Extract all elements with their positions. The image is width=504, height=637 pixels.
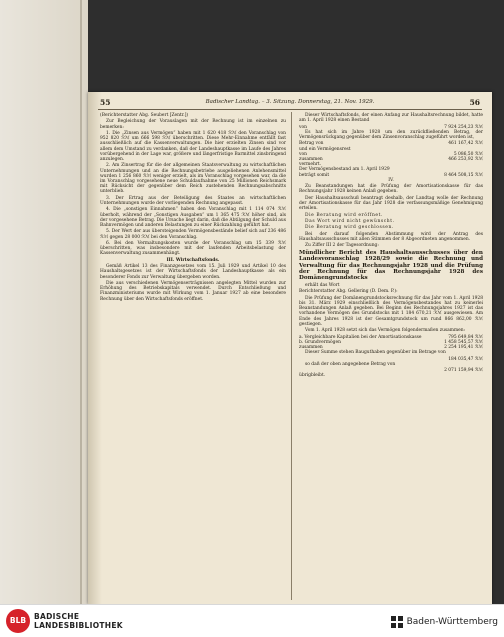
paragraph: Die Prüfung der Domänengrundstocksrechnung für das Jahr vom 1. April 1928 bis 31. März 1929 einschließlich des Vermögensbestandes hat zu keinerlei Beanstandungen Anlaß gegeben. Bei Beginn des Rechnungsjahres 1927 ist das vorhandene Vermögen des Grundstocks mit 1 184 670,21 ℛℳ ausgewiesen. Am Ende des Jahres 1928 ist der Gesamtgrundstock um rund 866 862,00 ℛℳ gestiegen.	[299, 295, 483, 327]
paragraph: 3. Der Ertrag aus der Beteiligung des Staates an wirtschaftlichen Unternehmungen wurde der vorliegenden Rechnung angepasst.	[100, 195, 286, 206]
speaker-line: (Berichterstatter Abg. Seubert [Zentr.])	[100, 113, 189, 118]
paragraph: Dieser Wirtschaftsfonds, der einen Anfang zur Haushaltsrechnung bildet, hatte am 1. April 1928 einen Bestand	[299, 113, 483, 124]
paragraph: Vom 1. April 1928 setzt sich das Vermögen folgendermaßen zusammen:	[305, 328, 466, 334]
header-rule	[98, 109, 482, 110]
paragraph: Zur Begleichung der Vorauslagen mit der Rechnung ist im einzelnen zu bemerken:	[100, 119, 286, 130]
amount-row: beträgt somit 8 464 508,15 ℛℳ	[299, 172, 483, 178]
running-header	[98, 98, 482, 108]
amount-row: und ein Vermögensrest	[299, 146, 351, 152]
library-name[interactable]: BADISCHE LANDESBIBLIOTHEK	[34, 612, 123, 630]
scanned-page	[88, 92, 492, 604]
amount-row: a. Vergleichbare Kapitalien bei der Amortisationskasse 795 649,84 ℛℳ	[299, 334, 483, 340]
state-label: Baden-Württemberg	[406, 617, 498, 627]
paragraph: Die Beratung wird eröffnet.	[305, 212, 383, 218]
paragraph: Gemäß Artikel 13 des Finanzgesetzes vom 15. Juli 1929 und Artikel 10 des Haushaltsgesetzes ist der Wirtschaftsfonds der Landeshauptkasse als ein besonderer Fonds zur Verwaltung übergeben worden.	[100, 264, 286, 280]
amount-row: zusammen 466 253,92 ℛℳ	[299, 157, 483, 162]
report-heading: Mündlicher Bericht des Haushaltsausschusses über den Landesvoranschlag 1928/29 sowie die Rechnung und Verwaltung für das Rechnungsjahr 1928 und die Prüfung der Rechnung für das Rechnungsjahr 1928 des Domänengrundstocks	[299, 249, 483, 282]
paragraph: 1. Die „Zinsen aus Vermögen“ haben mit 1 620 418 ℛℳ den Voranschlag von 952 820 ℛℳ um 666 598 ℛℳ überschritten. Diese Mehr-Einnahme entfällt fast ausschließlich auf die Kassenverwaltungen. Die hier erzielten Zinsen sind vor allem dem Umstand zu verdanken, daß der Landeshauptkasse im Laufe des Jahres vorübergehend in der Lage war, größere und längerfristige Barmittel zinsbringend anzulegen.	[100, 130, 286, 162]
previous-page-edge	[0, 0, 88, 604]
amount-row: Betrag von 461 167,42 ℛℳ	[299, 141, 483, 147]
page-number-left: 55	[100, 98, 111, 107]
paragraph: Der Haushaltsausschuß beantragt deshalb, der Landtag wolle der Rechnung der Amortisationskasse für das Jahr 1928 die verfassungsmäßige Genehmigung erteilen.	[299, 195, 483, 212]
section-heading: III. Wirtschaftsfonds.	[166, 257, 220, 263]
amount-row: Der Vermögensbestand am 1. April 1929	[299, 167, 390, 173]
left-column	[100, 113, 286, 303]
page-number-right: 56	[469, 98, 480, 107]
amount-row: vermehrt.	[299, 162, 322, 168]
viewer-footer	[0, 604, 504, 637]
paragraph: Dieser Summe stehen Bauguthaben gegenüber im Betrage von	[305, 350, 446, 356]
paragraph: 5. Der Wert der aus übersteigenden Vermögensbestände belief sich auf 236 486 ℛℳ gegen 28 000 ℛℳ bei den Voranschlag.	[100, 229, 286, 240]
paragraph: 2. Am Zinsertrag für die der allgemeinen Staatsverwaltung zu wirtschaftlichen Unternehmungen und an die Rechnungsbetriebe ausgeliehenen Anlehensmittel wurden 1 256 860 ℛℳ weniger erzielt, als im Voranschlag vorgesehen war, da die im Voranschlag vorgesehene neue Schuldaufnahme von 25 Millionen Reichsmark mit Rücksicht der gegenüber dem Reich zustehenden Rechnungsabschnitts unterblieb.	[100, 163, 286, 195]
state-logo[interactable]	[391, 616, 498, 628]
speaker-line: Berichterstatter Abg. Gellering (D. Dem. P.):	[299, 289, 398, 295]
amount-row: von 5 086,50 ℛℳ	[299, 151, 483, 157]
paragraph: so daß der oben angegebene Betrag von	[305, 361, 396, 367]
paragraph: Es hat sich im Jahre 1928 um den zurückfließenden Betrag, der Vermögensrückgang gegenüber dem Zinsenvoranschlag zugeführt worden ist,	[299, 129, 483, 140]
amount-row: von 7 924 254,23 ℛℳ	[299, 124, 483, 130]
paragraph: übrigbleibt.	[299, 373, 326, 379]
column-divider	[291, 112, 292, 600]
paragraph: erhält das Wort	[305, 282, 340, 288]
right-column	[299, 113, 483, 380]
roman-numeral: IV.	[388, 177, 394, 183]
running-title: Badischer Landtag. – 3. Sitzung. Donnerstag, 21. Nov. 1929.	[205, 99, 375, 105]
paragraph: Die Beratung wird geschlossen.	[305, 225, 394, 231]
amount-row: 184 035,47 ℛℳ	[448, 356, 483, 362]
paragraph: Die aus verschiedenen Vermögenserträgnissen angelegten Mittel wurden zur Erhöhung des Betriebskapitals verwendet. Durch Entschließung und Finanzministeriums wurde mit Wirkung vom 1. Januar 1927 ab eine besondere Rechnung über den Wirtschaftsfonds eröffnet.	[100, 280, 286, 302]
amount-row: b. Grundvermögen 1 458 545,57 ℛℳ	[299, 339, 483, 345]
paragraph: Das Wort wird nicht gewünscht.	[305, 218, 395, 224]
paragraph: Zu Beanstandungen hat die Prüfung der Amortisationskasse für das Rechnungsjahr 1928 keinen Anlaß gegeben.	[299, 184, 483, 195]
paragraph: Bei der darauf folgenden Abstimmung wird der Antrag des Haushaltsausschusses mit allen Stimmen der 8 Abgeordneten angenommen.	[299, 231, 483, 242]
amount-row: 2 071 159,94 ℛℳ	[444, 368, 483, 374]
amount-row: zusammen 2 254 195,41 ℛℳ	[299, 344, 483, 350]
blb-logo-icon[interactable]: BLB	[6, 609, 30, 633]
agenda-item: Zu Ziffer III 2 der Tagesordnung:	[305, 243, 379, 249]
state-emblem-icon	[391, 616, 403, 628]
paragraph: 6. Bei den Vermaltungskosten wurde der Voranschlag um 15 339 ℛℳ überschritten, was insbesondere mit der laufenden Arbeitsbelastung der Kassenverwaltung zusammenhängt.	[100, 240, 286, 257]
paragraph: 4. Die „sonstigen Einnahmen“ haben den Voranschlag mit 1 114 074 ℛℳ überholt, während der „Sonstigen Ausgaben“ um 1 365 475 ℛℳ höher sind, als der vorgesehene Betrag. Die Ursache liegt darin, daß die Abtilgung der Schuld aus Bahnvermögen und anderen Belastungen zu einer Rückzahlung geführt hat.	[100, 207, 286, 228]
page-fold-line	[80, 0, 82, 604]
